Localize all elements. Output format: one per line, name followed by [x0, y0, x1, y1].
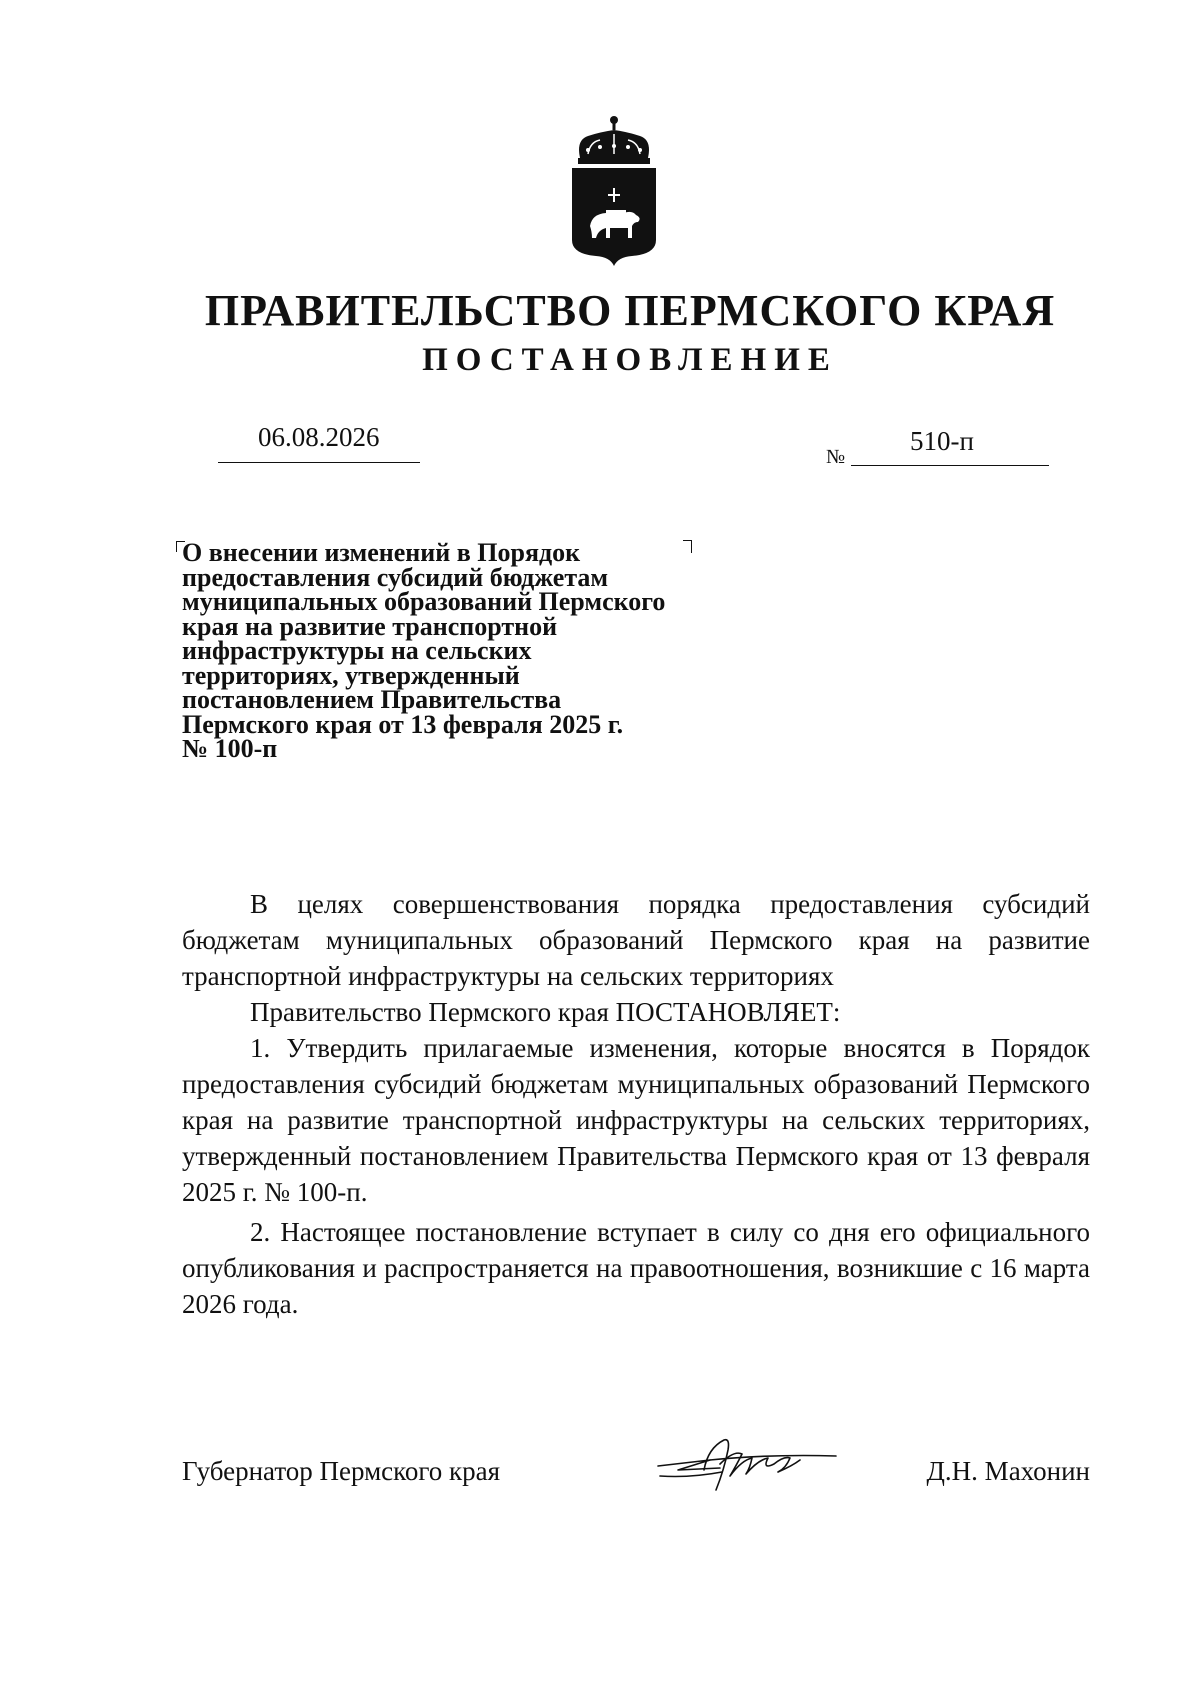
signature-block [182, 1456, 1090, 1496]
document-date: 06.08.2026 [258, 422, 380, 452]
subject-line: территориях, утвержденный [182, 660, 520, 690]
handwritten-signature-icon [650, 1430, 840, 1496]
subject-line: О внесении изменений в Порядок [182, 538, 581, 567]
document-type-title: ПОСТАНОВЛЕНИЕ [422, 342, 838, 378]
body-paragraph-resolves: Правительство Пермского края ПОСТАНОВЛЯЕТ: [250, 997, 841, 1027]
number-label: № [826, 446, 846, 468]
perm-krai-coat-of-arms-icon [566, 114, 662, 266]
subject-line: края на развитие транспортной [182, 611, 558, 641]
signatory-name: Д.Н. Махонин [926, 1456, 1090, 1486]
signatory-role: Губернатор Пермского края [182, 1456, 501, 1486]
number-underline [851, 465, 1049, 466]
body-paragraph-preamble: В целях совершенствования порядка предоставления субсидий бюджетам муниципальных образований Пермского края на развитие транспортной инфраструктуры на сельских территориях [182, 889, 1090, 991]
subject-line: муниципальных образований Пермского [182, 587, 666, 616]
date-underline [218, 462, 420, 463]
document-subject [182, 538, 722, 763]
subject-line: № 100-п [182, 734, 278, 763]
subject-line: Пермского края от 13 февраля 2025 г. [182, 709, 624, 739]
document-body [182, 886, 1090, 1322]
document-number: 510-п [910, 426, 974, 456]
subject-line: инфраструктуры на сельских [182, 636, 532, 665]
subject-line: предоставления субсидий бюджетам [182, 562, 609, 592]
subject-line: постановлением Правительства [182, 685, 562, 714]
organization-title: ПРАВИТЕЛЬСТВО ПЕРМСКОГО КРАЯ [204, 286, 1056, 335]
body-paragraph-item-1: 1. Утвердить прилагаемые изменения, которые вносятся в Порядок предоставления субсидий бюджетам муниципальных образований Пермского края на развитие транспортной инфраструктуры на сельских территориях, утвержденный постановлением Правительства Пермского края от 13 февраля 2025 г. № 100-п. [182, 1033, 1090, 1207]
body-paragraph-item-2: 2. Настоящее постановление вступает в силу со дня его официального опубликования и распространяется на правоотношения, возникшие с 16 марта 2026 года. [182, 1217, 1090, 1319]
